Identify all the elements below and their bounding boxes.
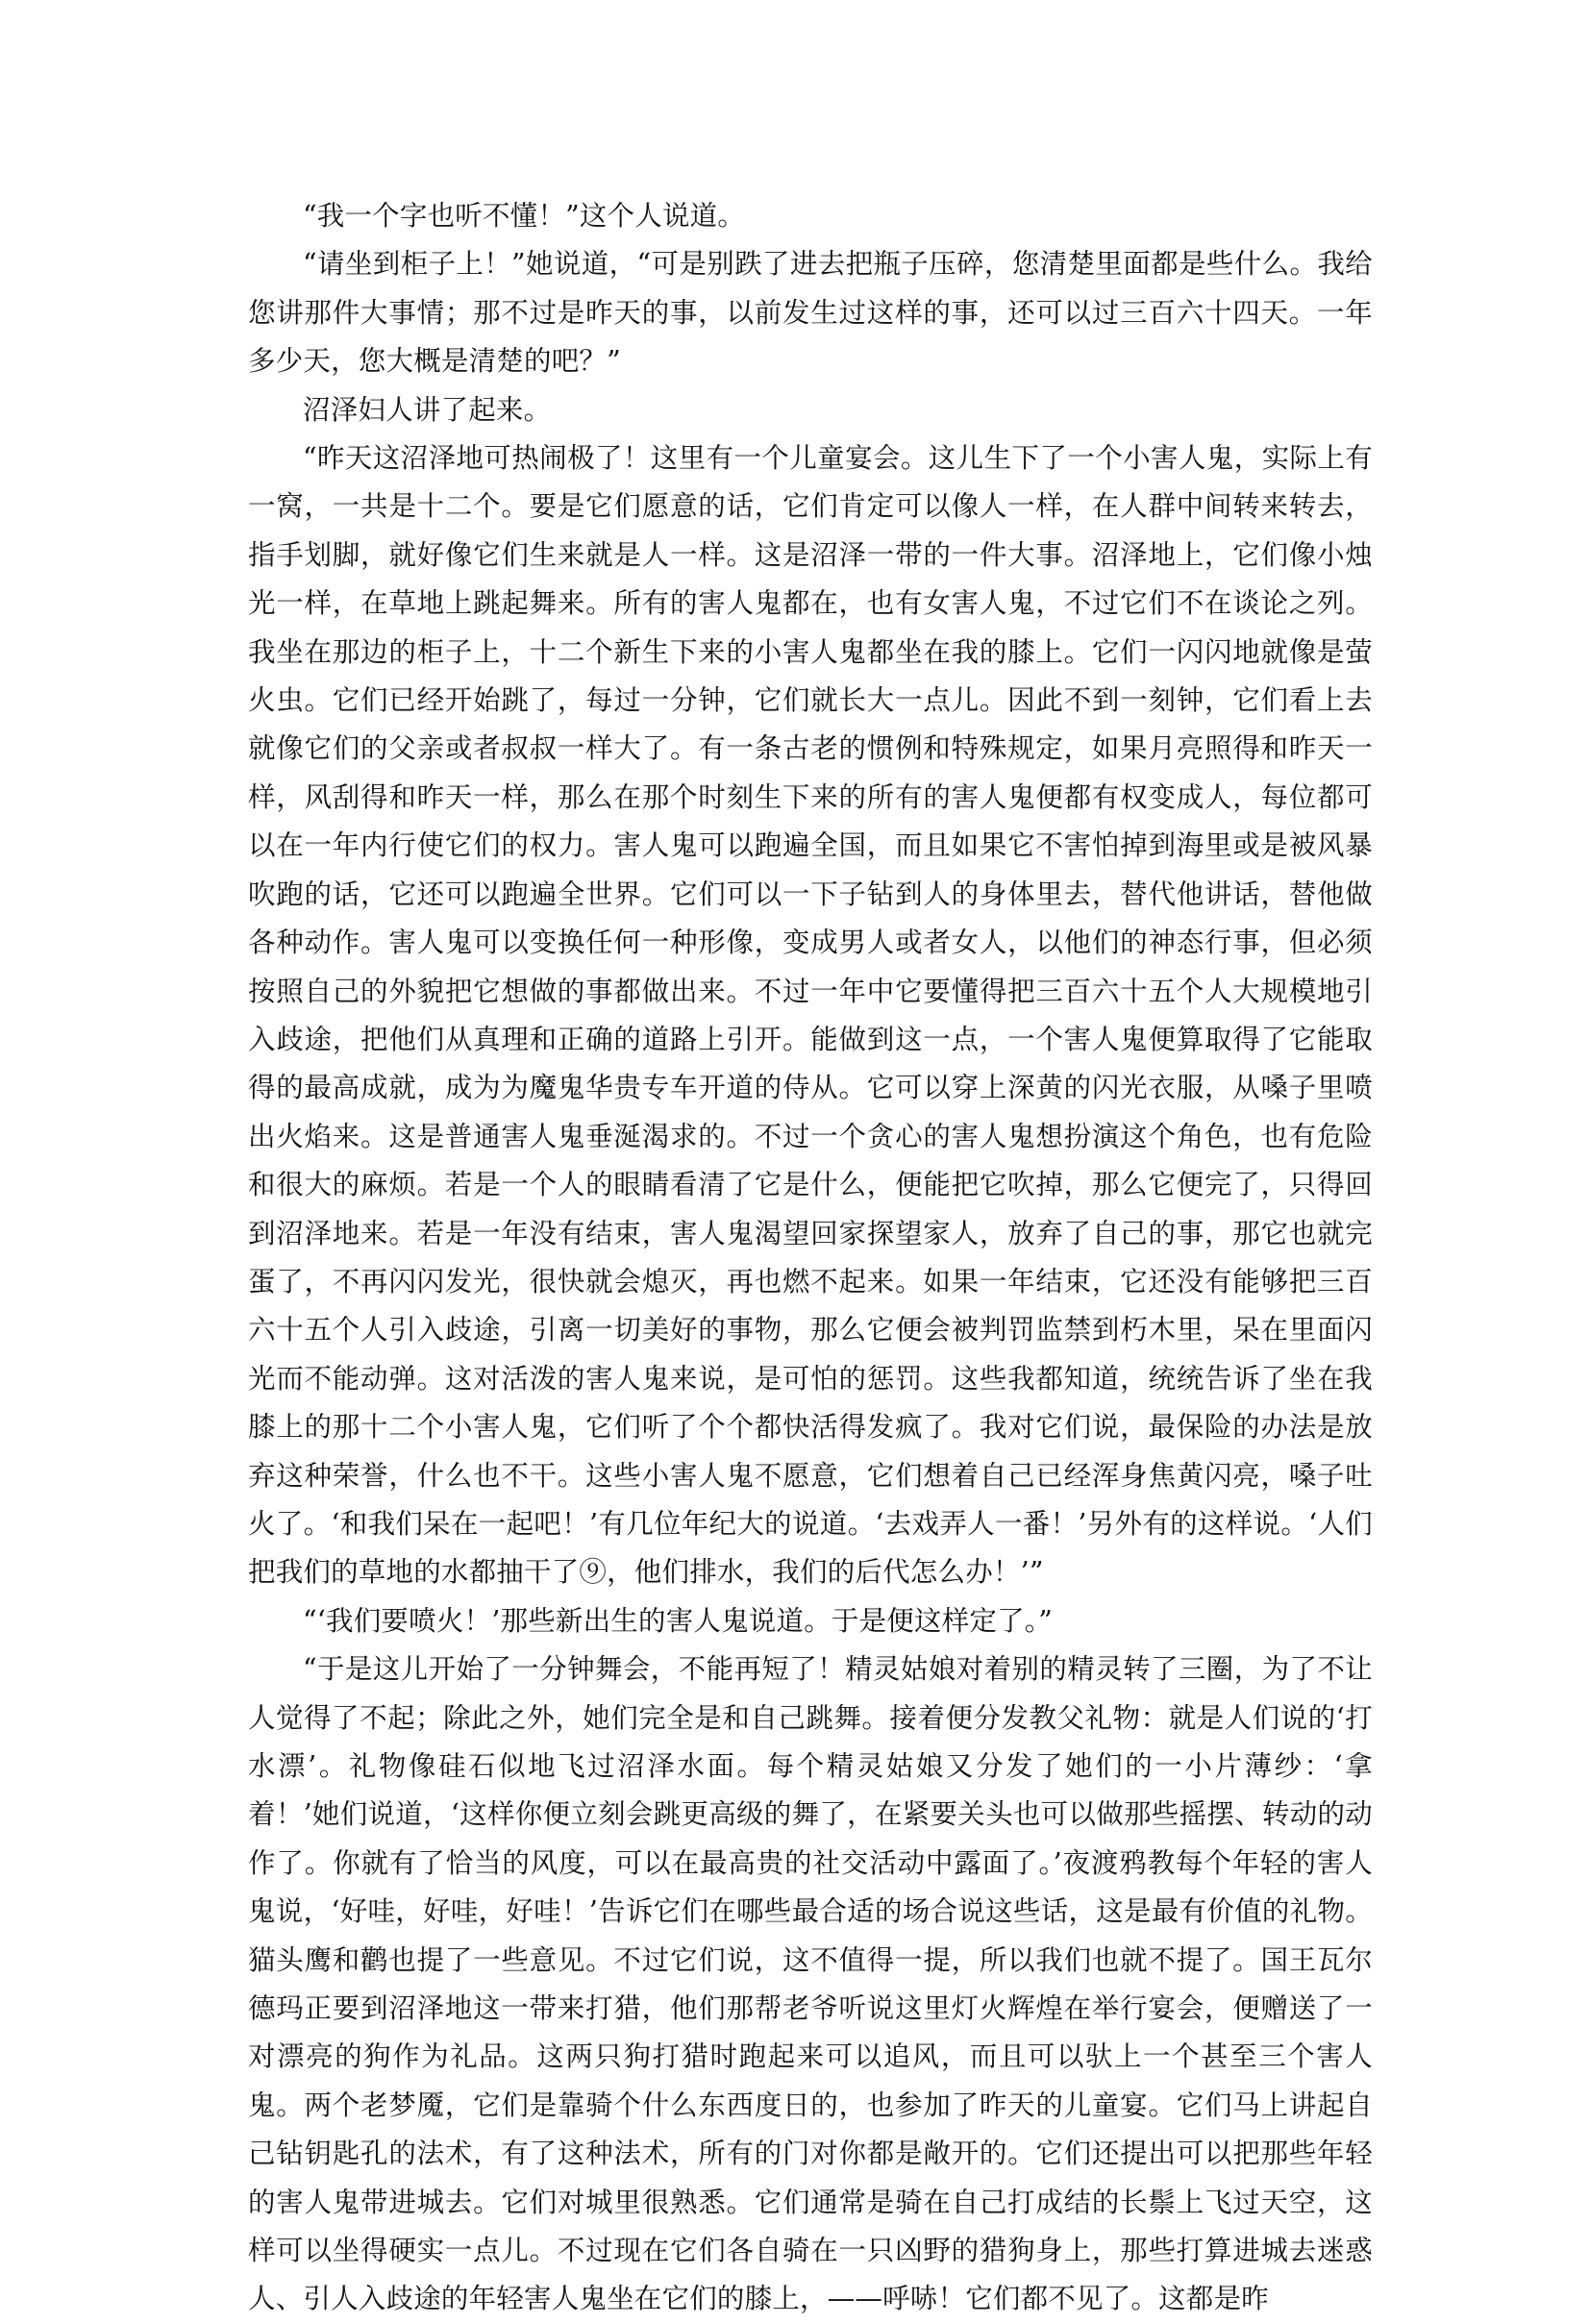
document-page (248, 192, 1373, 2324)
paragraph-5: “‘我们要喷火！’那些新出生的害人鬼说道。于是便这样定了。” (303, 1604, 1054, 1637)
paragraph-2: “请坐到柜子上！”她说道，“可是别跌了进去把瓶子压碎，您清楚里面都是些什么。我给您讲那件大事情；那不过是昨天的事，以前发生过这样的事，还可以过三百六十四天。一年多少天，您大概是清楚的吧？” (248, 248, 1373, 378)
paragraph-3: 沼泽妇人讲了起来。 (303, 393, 552, 426)
paragraph-6: “于是这儿开始了一分钟舞会，不能再短了！精灵姑娘对着别的精灵转了三圈，为了不让人觉得了不起；除此之外，她们完全是和自己跳舞。接着便分发教父礼物：就是人们说的‘打水漂’。礼物像硅石似地飞过沼泽水面。每个精灵姑娘又分发了她们的一小片薄纱：‘拿着！’她们说道，‘这样你便立刻会跳更高级的舞了，在紧要关头也可以做那些摇摆、转动的动作了。你就有了恰当的风度，可以在最高贵的社交活动中露面了。’夜渡鸦教每个年轻的害人鬼说，‘好哇，好哇，好哇！’告诉它们在哪些最合适的场合说这些话，这是最有价值的礼物。猫头鹰和鹳也提了一些意见。不过它们说，这不值得一提，所以我们也就不提了。国王瓦尔德玛正要到沼泽地这一带来打猎，他们那帮老爷听说这里灯火辉煌在举行宴会，便赠送了一对漂亮的狗作为礼品。这两只狗打猎时跑起来可以追风，而且可以驮上一个甚至三个害人鬼。两个老梦魇，它们是靠骑个什么东西度日的，也参加了昨天的儿童宴。它们马上讲起自己钻钥匙孔的法术，有了这种法术，所有的门对你都是敞开的。它们还提出可以把那些年轻的害人鬼带进城去。它们对城里很熟悉。它们通常是骑在自己打成结的长鬃上飞过天空，这样可以坐得硬实一点儿。不过现在它们各自骑在一只凶野的猎狗身上，那些打算进城去迷惑人、引人入歧途的年轻害人鬼坐在它们的膝上，——呼哧！它们都不见了。这都是昨 (248, 1653, 1373, 2315)
paragraph-1: “我一个字也听不懂！”这个人说道。 (303, 200, 746, 232)
paragraph-4: “昨天这沼泽地可热闹极了！这里有一个儿童宴会。这儿生下了一个小害人鬼，实际上有一窝，一共是十二个。要是它们愿意的话，它们肯定可以像人一样，在人群中间转来转去，指手划脚，就好像它们生来就是人一样。这是沼泽一带的一件大事。沼泽地上，它们像小烛光一样，在草地上跳起舞来。所有的害人鬼都在，也有女害人鬼，不过它们不在谈论之列。我坐在那边的柜子上，十二个新生下来的小害人鬼都坐在我的膝上。它们一闪闪地就像是萤火虫。它们已经开始跳了，每过一分钟，它们就长大一点儿。因此不到一刻钟，它们看上去就像它们的父亲或者叔叔一样大了。有一条古老的惯例和特殊规定，如果月亮照得和昨天一样，风刮得和昨天一样，那么在那个时刻生下来的所有的害人鬼便都有权变成人，每位都可以在一年内行使它们的权力。害人鬼可以跑遍全国，而且如果它不害怕掉到海里或是被风暴吹跑的话，它还可以跑遍全世界。它们可以一下子钻到人的身体里去，替代他讲话，替他做各种动作。害人鬼可以变换任何一种形像，变成男人或者女人，以他们的神态行事，但必须按照自己的外貌把它想做的事都做出来。不过一年中它要懂得把三百六十五个人大规模地引入歧途，把他们从真理和正确的道路上引开。能做到这一点，一个害人鬼便算取得了它能取得的最高成就，成为为魔鬼华贵专车开道的侍从。它可以穿上深黄的闪光衣服，从嗓子里喷出火焰来。这是普通害人鬼垂涎渴求的。不过一个贪心的害人鬼想扮演这个角色，也有危险和很大的麻烦。若是一个人的眼睛看清了它是什么，便能把它吹掉，那么它便完了，只得回到沼泽地来。若是一年没有结束，害人鬼渴望回家探望家人，放弃了自己的事，那它也就完蛋了，不再闪闪发光，很快就会熄灭，再也燃不起来。如果一年结束，它还没有能够把三百六十五个人引入歧途，引离一切美好的事物，那么它便会被判罚监禁到朽木里，呆在里面闪光而不能动弹。这对活泼的害人鬼来说，是可怕的惩罚。这些我都知道，统统告诉了坐在我膝上的那十二个小害人鬼，它们听了个个都快活得发疯了。我对它们说，最保险的办法是放弃这种荣誉，什么也不干。这些小害人鬼不愿意，它们想着自己已经浑身焦黄闪亮，嗓子吐火了。‘和我们呆在一起吧！’有几位年纪大的说道。‘去戏弄人一番！’另外有的这样说。‘人们把我们的草地的水都抽干了⑨，他们排水，我们的后代怎么办！’” (248, 442, 1373, 1589)
